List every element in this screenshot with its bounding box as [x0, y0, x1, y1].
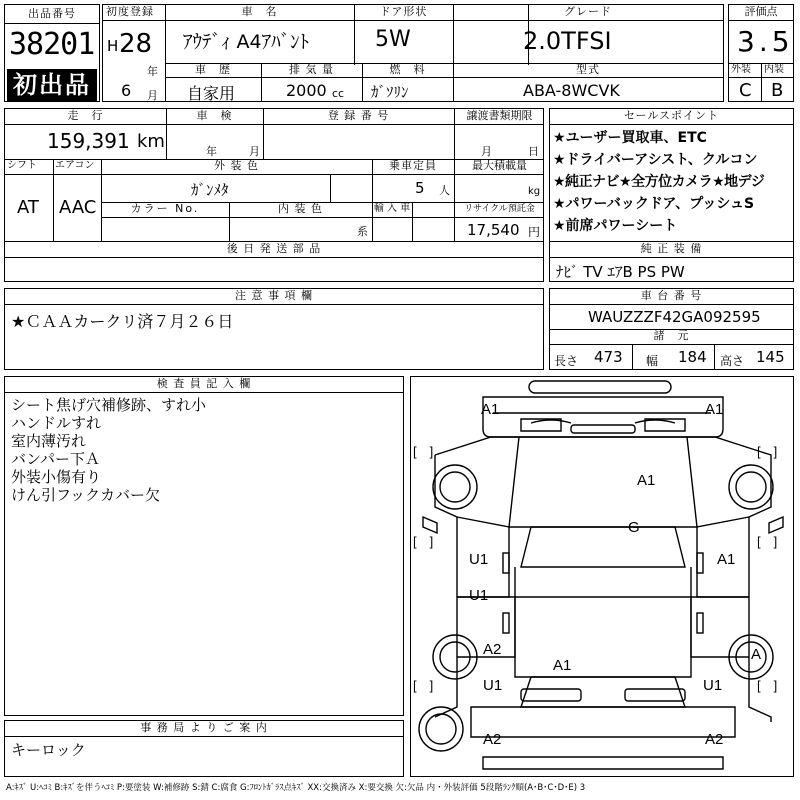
office-value: キーロック	[11, 741, 86, 759]
sales-label: セールスポイント	[623, 109, 719, 122]
sales-line: ★ドライバーアシスト、クルコン	[553, 152, 758, 168]
shift: AT	[17, 197, 39, 218]
exterior-grade: C	[739, 80, 752, 101]
mark-a1-hood: A1	[637, 472, 656, 489]
mileage-unit: km	[137, 131, 165, 152]
transfer-month-unit: 月	[481, 145, 492, 158]
equipment-box	[549, 242, 794, 282]
legend-text: A:ｷｽﾞ U:ﾍｺﾐ B:ｷｽﾞを伴うﾍｺﾐ P:要塗装 W:補修跡 S:錆 C:腐食 G:ﾌﾛﾝﾄｶﾞﾗｽ点ｷｽﾞ XX:交換済み X:要交換 欠:欠品 内・外装評価 5段階ﾗﾝｸ順(A･B･C･D･E) 3	[6, 783, 586, 793]
lot-number: 38201	[9, 27, 95, 62]
chassis-number: WAUZZZF42GA092595	[588, 308, 761, 326]
transfer-label: 譲渡書類期限	[466, 109, 533, 122]
mark-a1-roof-rear: A1	[553, 657, 572, 674]
score: 3.5	[737, 25, 794, 58]
grade: 2.0TFSI	[523, 27, 612, 55]
car-name: ｱｳﾃﾞｨ A4ｱﾊﾞﾝﾄ	[183, 31, 310, 53]
transfer-day-unit: 日	[528, 145, 539, 158]
color: ｶﾞﾝﾒﾀ	[191, 181, 229, 199]
notes-label: 注 意 事 項 欄	[235, 289, 313, 302]
import-label: 輸 入 車	[373, 203, 411, 214]
mark-u1-left-rear-door: U1	[469, 587, 489, 604]
width-label: 幅	[646, 354, 659, 368]
inspector-line: ハンドルすれ	[11, 414, 102, 432]
color-label: 外 装 色	[214, 159, 259, 172]
info-box	[4, 108, 544, 242]
inspection-month-unit: 月	[249, 145, 260, 158]
inspection-label: 車 検	[196, 109, 233, 122]
bracket-left-upper: [ ]	[413, 444, 434, 459]
capacity: 5	[415, 179, 425, 197]
load-label: 最大積載量	[472, 159, 527, 172]
interior-color-suffix: 系	[357, 225, 368, 238]
notes-box	[4, 288, 544, 370]
mark-a2-rear-right: A2	[705, 731, 724, 748]
mark-u1-right-quarter: U1	[703, 677, 723, 694]
mileage: 159,391	[47, 129, 130, 153]
bracket-left-mid: [ ]	[413, 534, 434, 549]
first-reg-label: 初度登録	[106, 5, 154, 18]
model-label: 型式	[576, 63, 600, 76]
reg-month-unit: 月	[147, 89, 158, 102]
interior-color-label: 内 装 色	[278, 202, 323, 215]
office-box	[4, 720, 404, 777]
sales-line: ★ユーザー買取車、ETC	[553, 130, 707, 146]
reg-year: 28	[119, 29, 153, 59]
sales-box	[549, 108, 794, 242]
bracket-right-lower: [ ]	[757, 678, 778, 693]
regno-label: 登 録 番 号	[327, 109, 390, 122]
interior-grade-label: 内装	[764, 64, 784, 75]
mark-u1-left-quarter: U1	[483, 677, 503, 694]
inspector-line: シート焦げ穴補修跡、すれ小	[11, 396, 207, 414]
specs-label: 諸 元	[653, 329, 690, 342]
inspector-line: バンパー下Ａ	[11, 450, 100, 468]
colorno-label: カラー No.	[130, 202, 200, 215]
displacement-label: 排 気 量	[289, 63, 334, 76]
inspector-label: 検 査 員 記 入 欄	[156, 377, 252, 390]
header-box	[102, 4, 724, 102]
chassis-box	[549, 288, 794, 370]
door-label: ドア形状	[379, 5, 428, 18]
car-diagram-box	[410, 376, 794, 777]
ac-label: エアコン	[55, 160, 95, 171]
later-parts-label: 後 日 発 送 部 品	[226, 242, 322, 255]
inspector-line: 外装小傷有り	[11, 468, 102, 486]
door: 5W	[375, 27, 411, 52]
recycle-label: リサイクル預託金	[464, 204, 535, 214]
lot-box	[4, 4, 100, 102]
fuel: ｶﾞｿﾘﾝ	[371, 83, 409, 101]
notes-value: ★ＣＡＡカークリ済７月２６日	[11, 312, 234, 331]
length: 473	[594, 348, 623, 366]
recycle-unit: 円	[528, 225, 541, 239]
model: ABA-8WCVK	[523, 81, 620, 100]
first-listing-text: 初出品	[13, 71, 91, 99]
displacement: 2000	[286, 81, 327, 100]
inspector-line: 室内薄汚れ	[11, 432, 87, 450]
car-diagram	[411, 377, 795, 778]
bracket-right-mid: [ ]	[757, 534, 778, 549]
equipment-label: 純 正 装 備	[640, 242, 703, 255]
recycle: 17,540	[467, 221, 520, 239]
first-listing-badge	[7, 69, 97, 101]
chassis-label: 車 台 番 号	[640, 289, 703, 302]
bracket-left-lower: [ ]	[413, 678, 434, 693]
score-label: 評価点	[744, 5, 778, 18]
score-box	[728, 4, 794, 102]
width: 184	[678, 348, 707, 366]
grade-label: グレード	[564, 5, 612, 18]
interior-grade: B	[771, 80, 784, 101]
mark-a2-left-rear: A2	[483, 641, 502, 658]
length-label: 長さ	[554, 354, 579, 368]
exterior-grade-label: 外装	[731, 64, 751, 75]
sales-line: ★純正ナビ★全方位カメラ★地デジ	[553, 174, 765, 190]
height-label: 高さ	[720, 354, 745, 368]
mark-a1-front-right: A1	[705, 401, 724, 418]
car-name-label: 車 名	[241, 5, 278, 18]
inspector-line: けん引フックカバー欠	[11, 486, 160, 504]
office-label: 事 務 局 よ り ご 案 内	[140, 721, 268, 734]
fuel-label: 燃 料	[389, 63, 426, 76]
load-unit: kg	[528, 186, 541, 197]
history-label: 車 歴	[195, 63, 231, 76]
shift-label: シフト	[7, 160, 37, 171]
inspector-list	[11, 396, 206, 504]
mileage-label: 走 行	[67, 109, 104, 122]
sales-list	[553, 127, 764, 237]
displacement-unit: cc	[332, 87, 345, 100]
history: 自家用	[187, 84, 236, 103]
era: H	[107, 37, 119, 55]
sales-line: ★パワーバックドア、プッシュS	[553, 196, 755, 212]
bracket-right-upper: [ ]	[757, 444, 778, 459]
reg-year-unit: 年	[147, 65, 158, 78]
height: 145	[756, 348, 785, 366]
capacity-unit: 人	[439, 184, 450, 197]
lot-label: 出品番号	[28, 7, 76, 20]
mark-a1-front-left: A1	[481, 401, 500, 418]
reg-month: 6	[121, 81, 132, 100]
equipment-value: ﾅﾋﾞ TV ｴｱB PS PW	[556, 263, 685, 281]
mark-a1-right-front-door: A1	[717, 551, 736, 568]
mark-a-right-wheel: A	[751, 646, 762, 663]
ac: AAC	[59, 197, 97, 218]
inspection-year-unit: 年	[206, 145, 217, 158]
capacity-label: 乗車定員	[389, 159, 437, 172]
mark-g-windshield: G	[628, 519, 640, 536]
sales-line: ★前席パワーシート	[553, 218, 678, 234]
later-parts-box	[4, 242, 544, 282]
mark-a2-rear-left: A2	[483, 731, 502, 748]
inspector-box	[4, 376, 404, 716]
mark-u1-left-front-door: U1	[469, 551, 489, 568]
